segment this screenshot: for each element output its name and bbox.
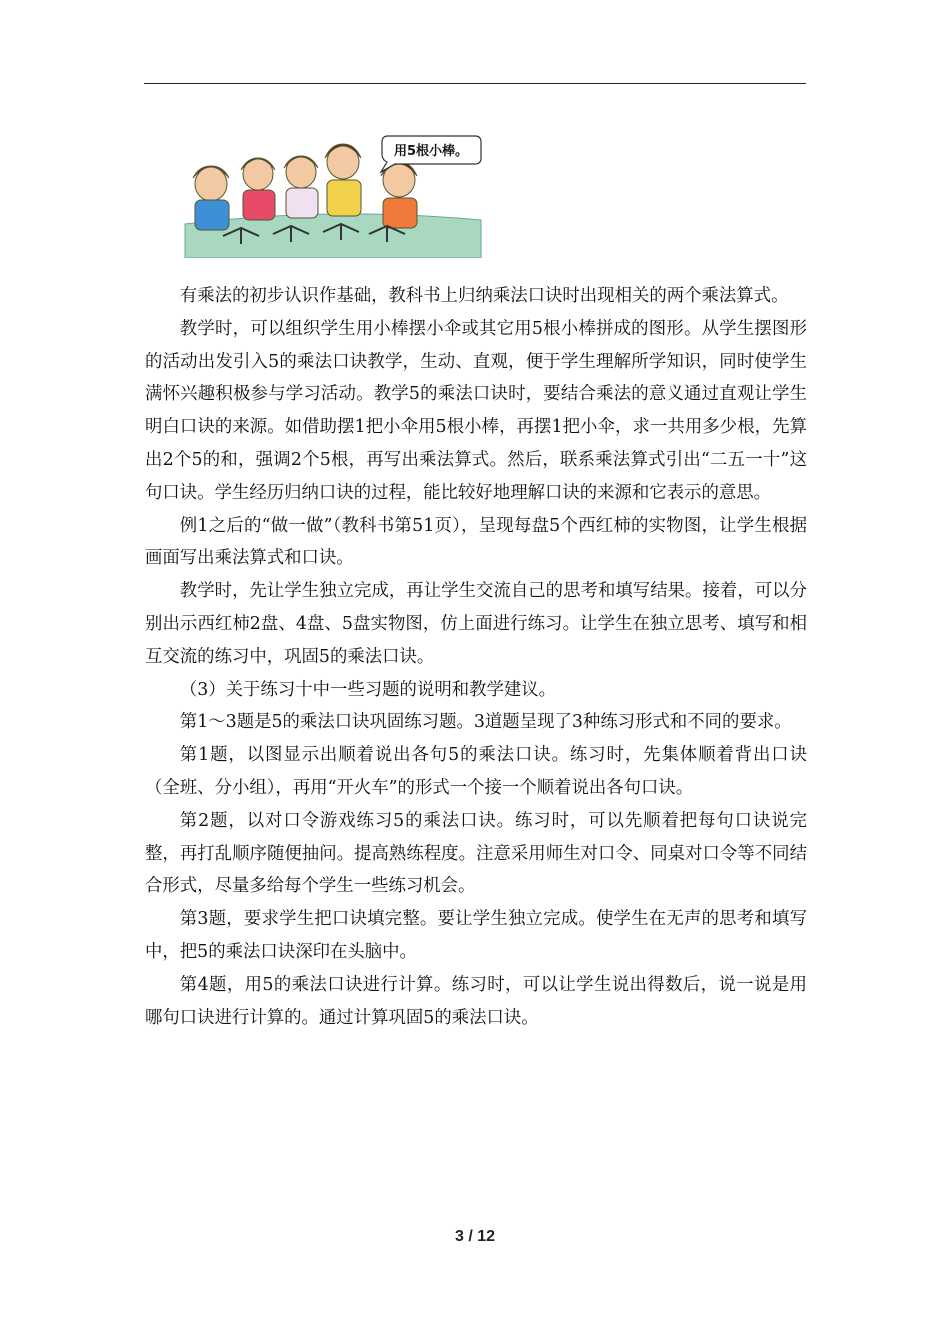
children-with-sticks-illustration [183,128,483,258]
paragraph: 第3题，要求学生把口诀填完整。要让学生独立完成。使学生在无声的思考和填写中，把5的乘法口诀深印在头脑中。 [145,909,807,962]
paragraph: 第2题，以对口令游戏练习5的乘法口诀。练习时，可以先顺着把每句口诀说完整，再打乱顺序随便抽问。提高熟练程度。注意采用师生对口令、同桌对口令等不同结合形式，尽量多给每个学生一些练习机会。 [145,810,807,897]
paragraph: 教学时，可以组织学生用小棒摆小伞或其它用5根小棒拼成的图形。从学生摆图形的活动出发引入5的乘法口诀教学，生动、直观，便于学生理解所学知识，同时使学生满怀兴趣积极参与学习活动。教学5的乘法口诀时，要结合乘法的意义通过直观让学生明白口诀的来源。如借助摆1把小伞用5根小棒，再摆1把小伞，求一共用多少根，先算出2个5的和，强调2个5根，再写出乘法算式。然后，联系乘法算式引出“二五一十”这句口诀。学生经历归纳口诀的过程，能比较好地理解口诀的来源和它表示的意思。 [145,318,807,503]
paragraph: 有乘法的初步认识作基础，教科书上归纳乘法口诀时出现相关的两个乘法算式。 [179,286,789,306]
paragraph: （3）关于练习十中一些习题的说明和教学建议。 [179,679,557,700]
paragraph: 第1题，以图显示出顺着说出各句5的乘法口诀。练习时，先集体顺着背出口诀（全班、分小组），再用“开火车”的形式一个接一个顺着说出各句口诀。 [145,745,807,798]
paragraph: 第1～3题是5的乘法口诀巩固练习题。3道题呈现了3种练习形式和不同的要求。 [179,712,792,733]
page-number: 3 / 12 [454,1228,496,1245]
body-text [145,280,807,1034]
paragraph: 第4题，用5的乘法口诀进行计算。练习时，可以让学生说出得数后，说一说是用哪句口诀进行计算的。通过计算巩固5的乘法口诀。 [145,974,807,1028]
paragraph: 教学时，先让学生独立完成，再让学生交流自己的思考和填写结果。接着，可以分别出示西红柿2盘、4盘、5盘实物图，仿上面进行练习。让学生在独立思考、填写和相互交流的练习中，巩固5的乘法口诀。 [145,581,807,667]
header-rule [144,83,806,84]
speech-bubble-text: 用5根小棒。 [393,144,469,159]
paragraph: 例1之后的“做一做”（教科书第51页），呈现每盘5个西红柿的实物图，让学生根据画面写出乘法算式和口诀。 [145,515,807,569]
